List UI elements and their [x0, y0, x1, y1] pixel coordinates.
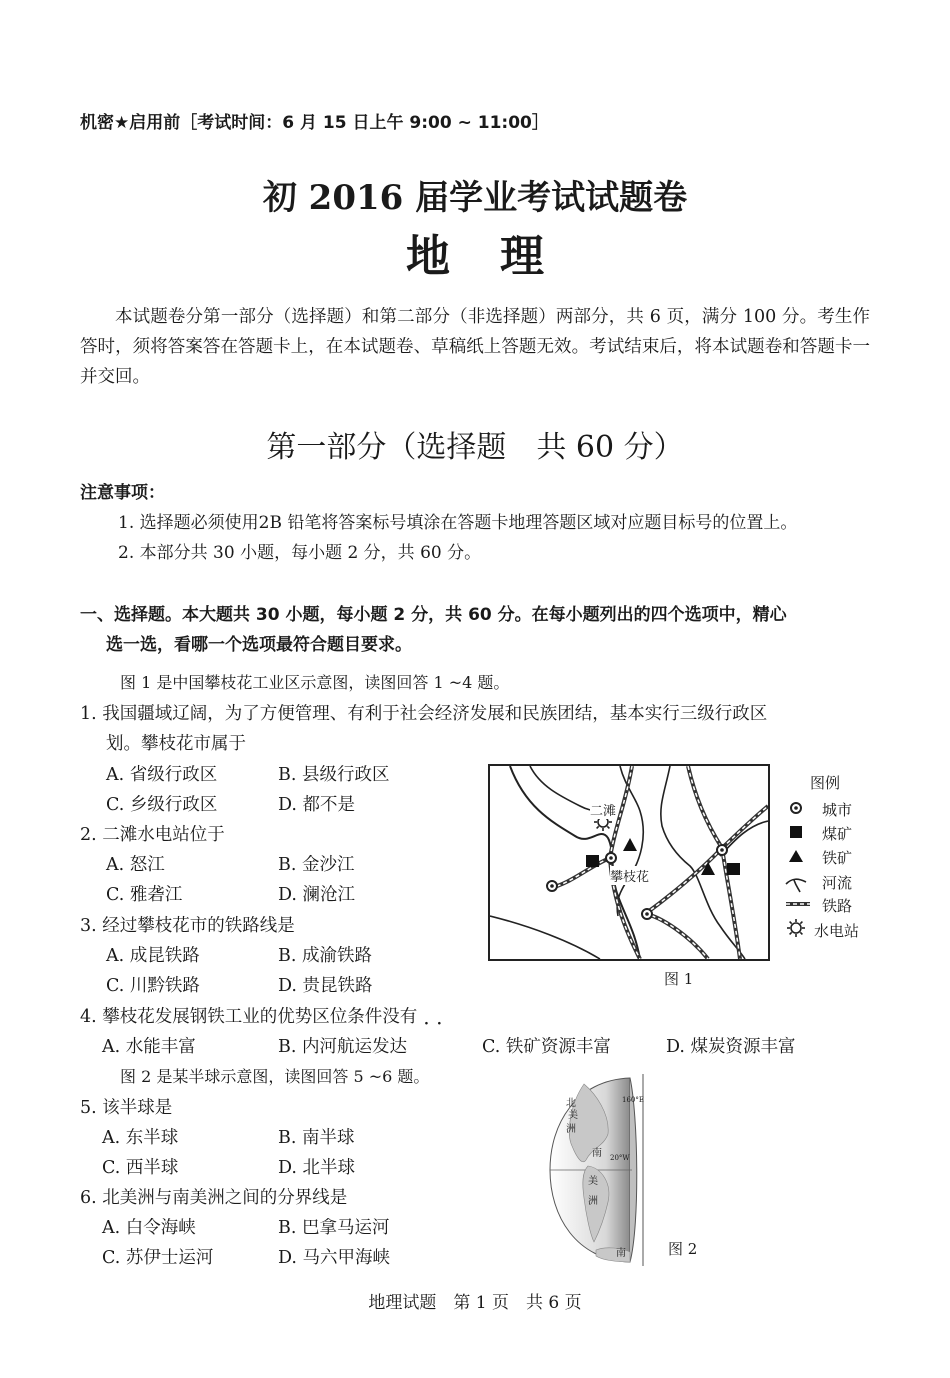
intro-paragraph: 本试题卷分第一部分（选择题）和第二部分（非选择题）两部分，共 6 页，满分 100 分。考生作答时，须将答案答在答题卡上，在本试题卷、草稿纸上答题无效。考试结束后，将本试题卷和答题卡一并交回。	[80, 307, 870, 387]
map-drawing	[490, 766, 768, 959]
legend-river-label: 河流	[822, 874, 853, 892]
city-icon	[717, 845, 727, 855]
note-item-2: 2. 本部分共 30 小题，每小题 2 分，共 60 分。	[118, 543, 482, 563]
city-icon	[791, 803, 801, 813]
q4-option-d: D. 煤炭资源丰富	[666, 1037, 796, 1057]
coal-mine-icon	[586, 855, 599, 867]
section-heading-line1: 一、选择题。本大题共 30 小题，每小题 2 分，共 60 分。在每小题列出的四个选项中，精心	[80, 605, 787, 625]
q1-option-b: B. 县级行政区	[278, 765, 390, 785]
coal-mine-icon	[790, 826, 802, 838]
section-heading-line2: 选一选，看哪一个选项最符合题目要求。	[106, 635, 412, 655]
question-5-stem: 5. 该半球是	[80, 1098, 173, 1118]
label-antarctica: 南	[616, 1248, 626, 1259]
figure-1-caption: 图 1	[664, 970, 694, 988]
q1-option-a: A. 省级行政区	[106, 765, 218, 785]
figure-2-caption: 图 2	[668, 1240, 698, 1258]
city-icon	[606, 853, 616, 863]
q6-option-a: A. 白令海峡	[102, 1218, 196, 1238]
river-line	[661, 766, 745, 959]
legend-icons	[784, 796, 812, 946]
q2-option-b: B. 金沙江	[278, 855, 355, 875]
legend-railway-label: 铁路	[822, 897, 853, 915]
page-footer: 地理试题 第 1 页 共 6 页	[368, 1293, 582, 1313]
legend-hydropower-label: 水电站	[814, 922, 860, 940]
label-sa-1: 南	[592, 1148, 602, 1159]
q5-option-d: D. 北半球	[278, 1158, 356, 1178]
exam-title: 初 2016 届学业考试试题卷	[262, 178, 688, 218]
q3-option-c: C. 川黔铁路	[106, 976, 200, 996]
river-line	[510, 766, 640, 959]
label-ertan: 二滩	[590, 800, 616, 819]
q1-option-c: C. 乡级行政区	[106, 795, 218, 815]
fig2-intro: 图 2 是某半球示意图，读图回答 5 ~6 题。	[120, 1067, 430, 1086]
figure-1-map	[488, 764, 770, 961]
city-icon	[642, 909, 652, 919]
q3-option-a: A. 成昆铁路	[106, 946, 200, 966]
label-lon-20w: 20°W	[610, 1154, 630, 1162]
q5-option-c: C. 西半球	[102, 1158, 179, 1178]
fig1-intro: 图 1 是中国攀枝花工业区示意图，读图回答 1 ~4 题。	[120, 673, 510, 692]
q2-option-d: D. 澜沧江	[278, 885, 356, 905]
q4-option-b: B. 内河航运发达	[278, 1037, 407, 1057]
q3-option-d: D. 贵昆铁路	[278, 976, 373, 996]
q1-option-d: D. 都不是	[278, 795, 356, 815]
question-3-stem: 3. 经过攀枝花市的铁路线是	[80, 916, 295, 936]
q6-option-d: D. 马六甲海峡	[278, 1248, 391, 1268]
q5-option-b: B. 南半球	[278, 1128, 355, 1148]
q6-option-b: B. 巴拿马运河	[278, 1218, 390, 1238]
question-1-stem-line1: 1. 我国疆域辽阔，为了方便管理、有利于社会经济发展和民族团结，基本实行三级行政区	[80, 704, 768, 724]
note-item-1: 1. 选择题必须使用2B 铅笔将答案标号填涂在答题卡地理答题区域对应题目标号的位置上。	[118, 513, 798, 533]
question-1-stem-line2: 划。攀枝花市属于	[106, 734, 246, 754]
part-title: 第一部分（选择题 共 60 分）	[266, 430, 684, 465]
q4-option-c: C. 铁矿资源丰富	[482, 1037, 611, 1057]
iron-mine-icon	[789, 850, 803, 862]
legend-iron-label: 铁矿	[822, 849, 853, 867]
coal-mine-icon	[727, 863, 740, 875]
question-4-stem: 4. 攀枝花发展钢铁工业的优势区位条件没有	[80, 1007, 418, 1027]
subject-title: 地理	[406, 231, 594, 282]
q2-option-a: A. 怒江	[106, 855, 165, 875]
legend-city-label: 城市	[822, 801, 853, 819]
iron-mine-icon	[623, 838, 637, 851]
legend-title: 图例	[810, 774, 841, 792]
city-icon	[547, 881, 557, 891]
label-panzhihua: 攀枝花	[610, 866, 649, 885]
q5-option-a: A. 东半球	[102, 1128, 179, 1148]
q6-option-c: C. 苏伊士运河	[102, 1248, 214, 1268]
legend-coal-label: 煤矿	[822, 825, 853, 843]
label-na-3: 洲	[566, 1124, 576, 1135]
notes-heading: 注意事项：	[80, 483, 165, 503]
label-na-2: 美	[568, 1110, 578, 1121]
q2-option-c: C. 雅砻江	[106, 885, 183, 905]
q3-option-b: B. 成渝铁路	[278, 946, 372, 966]
emphasis-dots: ··	[424, 1016, 450, 1032]
secret-label: 机密★启用前［考试时间：6 月 15 日上午 9:00 ~ 11:00］	[80, 113, 549, 133]
river-icon	[786, 879, 806, 892]
label-na-1: 北	[566, 1098, 576, 1109]
river-line	[490, 916, 600, 959]
label-sa-3: 洲	[588, 1196, 598, 1207]
question-2-stem: 2. 二滩水电站位于	[80, 825, 225, 845]
hydropower-icon	[787, 919, 805, 937]
label-lon-160e: 160°E	[622, 1096, 644, 1104]
question-6-stem: 6. 北美洲与南美洲之间的分界线是	[80, 1188, 348, 1208]
q4-option-a: A. 水能丰富	[102, 1037, 196, 1057]
railway-lines	[550, 766, 768, 959]
label-sa-2: 美	[588, 1176, 598, 1187]
